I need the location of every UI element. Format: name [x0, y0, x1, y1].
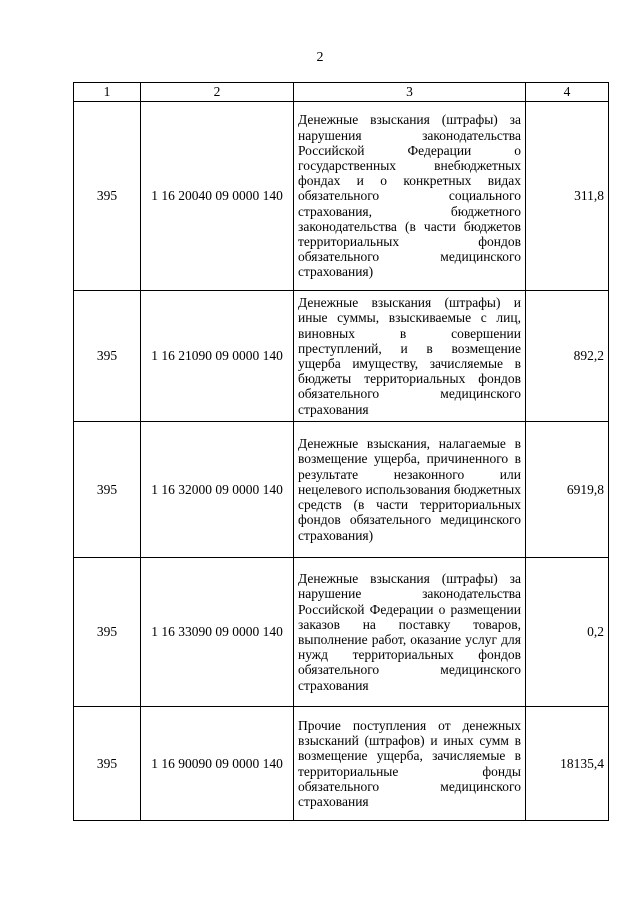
page-number: 2: [316, 50, 324, 65]
table-row: [74, 291, 609, 422]
table-row: [74, 422, 609, 558]
column-header-3: 3: [294, 83, 526, 102]
description-cell: Денежные взыскания (штрафы) и иные суммы, взыскиваемые с лиц, виновных в совершении преступлений, и в возмещение ущерба имуществу, зачисляемые в бюджеты территориальных фондов обязательного медицинского страхования: [294, 291, 526, 422]
table-header-row: [74, 83, 609, 102]
budget-code-cell: 1 16 21090 09 0000 140: [141, 291, 294, 422]
description-cell: Прочие поступления от денежных взысканий (штрафов) и иных сумм в возмещение ущерба, зачисляемые в территориальные фонды обязательного медицинского страхования: [294, 707, 526, 821]
description-cell: Денежные взыскания (штрафы) за нарушения законодательства Российской Федерации о государственных внебюджетных фондах и о конкретных видах обязательного социального страхования, бюджетного законодательства (в части бюджетов территориальных фондов обязательного медицинского страхования): [294, 102, 526, 291]
column-header-1: 1: [74, 83, 141, 102]
amount-cell: 6919,8: [526, 422, 609, 558]
column-header-4: 4: [526, 83, 609, 102]
description-cell: Денежные взыскания, налагаемые в возмещение ущерба, причиненного в результате незаконного или нецелевого использования бюджетных средств (в части территориальных фондов обязательного медицинского страхования): [294, 422, 526, 558]
admin-code-cell: 395: [74, 422, 141, 558]
amount-cell: 0,2: [526, 558, 609, 707]
revenue-table: [73, 82, 609, 821]
table-row: [74, 558, 609, 707]
amount-cell: 311,8: [526, 102, 609, 291]
budget-code-cell: 1 16 32000 09 0000 140: [141, 422, 294, 558]
admin-code-cell: 395: [74, 291, 141, 422]
column-header-2: 2: [141, 83, 294, 102]
description-cell: Денежные взыскания (штрафы) за нарушение законодательства Российской Федерации о размещении заказов на поставку товаров, выполнение работ, оказание услуг для нужд территориальных фондов обязательного медицинского страхования: [294, 558, 526, 707]
admin-code-cell: 395: [74, 558, 141, 707]
table-row: [74, 102, 609, 291]
amount-cell: 892,2: [526, 291, 609, 422]
budget-code-cell: 1 16 20040 09 0000 140: [141, 102, 294, 291]
admin-code-cell: 395: [74, 707, 141, 821]
table-row: [74, 707, 609, 821]
admin-code-cell: 395: [74, 102, 141, 291]
budget-code-cell: 1 16 33090 09 0000 140: [141, 558, 294, 707]
amount-cell: 18135,4: [526, 707, 609, 821]
budget-code-cell: 1 16 90090 09 0000 140: [141, 707, 294, 821]
